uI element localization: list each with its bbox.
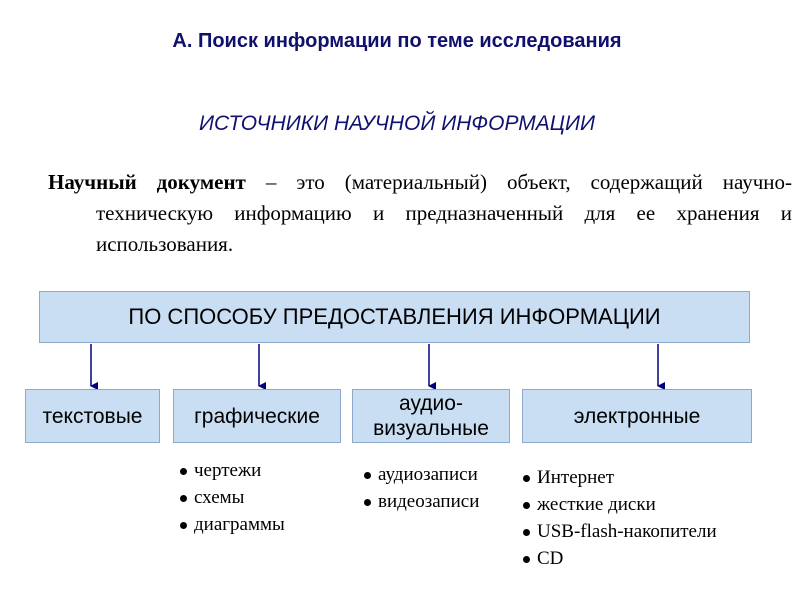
category-textual (25, 389, 160, 443)
list-item: чертежи (180, 457, 285, 484)
graphic-items-list (180, 457, 285, 538)
list-item: USB-flash-накопители (523, 518, 717, 545)
category-graphic (173, 389, 341, 443)
category-electronic-label: электронные (573, 404, 701, 428)
category-graphic-label: графические (194, 404, 320, 428)
root-label: ПО СПОСОБУ ПРЕДОСТАВЛЕНИЯ ИНФОРМАЦИИ (128, 304, 661, 329)
category-audiovisual (352, 389, 510, 443)
list-item: диаграммы (180, 511, 285, 538)
category-audiovisual-label-line2: визуальные (373, 417, 489, 440)
list-item: CD (523, 545, 717, 572)
list-item: Интернет (523, 464, 717, 491)
audiovisual-items-list (364, 461, 479, 515)
list-item: жесткие диски (523, 491, 717, 518)
category-audiovisual-label-line1: аудио- (399, 392, 463, 415)
section-title: ИСТОЧНИКИ НАУЧНОЙ ИНФОРМАЦИИ (198, 112, 596, 135)
list-item: схемы (180, 484, 285, 511)
definition-term: Научный документ (48, 170, 246, 194)
slide-title: А. Поиск информации по теме исследования (172, 30, 622, 52)
category-electronic (522, 389, 752, 443)
electronic-items-list (523, 464, 717, 572)
list-item: видеозаписи (364, 488, 479, 515)
list-item: аудиозаписи (364, 461, 479, 488)
definition-text: – это (материальный) объект, содержащий научно-техническую информацию и предназначенный для ее хранения и использования. (96, 170, 792, 256)
category-textual-label: текстовые (42, 404, 143, 428)
